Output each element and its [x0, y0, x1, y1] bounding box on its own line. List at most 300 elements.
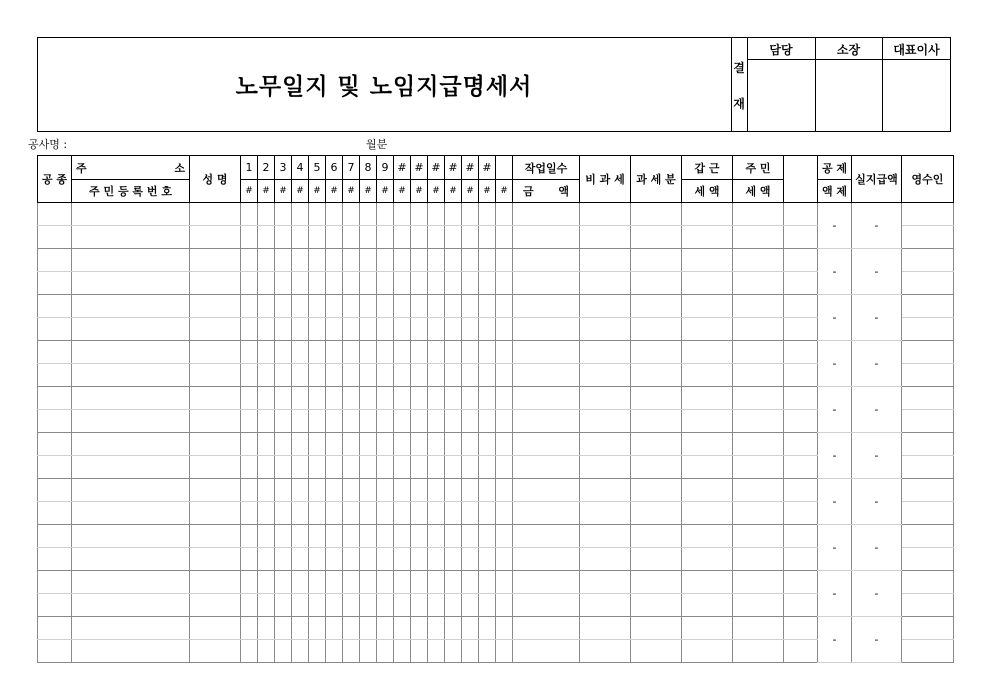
table-cell[interactable]	[72, 387, 190, 410]
table-cell[interactable]	[733, 272, 784, 295]
table-cell[interactable]	[360, 203, 377, 226]
table-cell[interactable]	[292, 341, 309, 364]
table-cell[interactable]	[902, 640, 954, 663]
table-cell[interactable]	[411, 249, 428, 272]
table-cell[interactable]	[394, 364, 411, 387]
table-cell[interactable]	[258, 433, 275, 456]
table-cell[interactable]	[292, 295, 309, 318]
table-cell[interactable]	[360, 571, 377, 594]
table-cell[interactable]	[72, 203, 190, 226]
table-cell[interactable]	[394, 272, 411, 295]
table-cell[interactable]	[479, 548, 496, 571]
table-cell[interactable]	[258, 617, 275, 640]
table-cell[interactable]	[309, 502, 326, 525]
table-cell[interactable]	[513, 433, 580, 456]
table-cell[interactable]	[241, 341, 258, 364]
table-cell[interactable]	[394, 594, 411, 617]
table-cell[interactable]	[682, 571, 733, 594]
table-cell[interactable]	[309, 249, 326, 272]
table-cell[interactable]	[580, 456, 631, 479]
table-cell[interactable]	[580, 433, 631, 456]
table-cell[interactable]	[462, 433, 479, 456]
table-cell[interactable]	[733, 226, 784, 249]
table-cell[interactable]	[428, 410, 445, 433]
table-cell[interactable]	[292, 479, 309, 502]
table-cell[interactable]	[377, 525, 394, 548]
table-cell[interactable]	[496, 433, 513, 456]
table-cell[interactable]	[190, 226, 241, 249]
table-cell[interactable]	[428, 594, 445, 617]
table-cell[interactable]	[445, 249, 462, 272]
table-cell[interactable]	[309, 203, 326, 226]
table-cell[interactable]	[733, 502, 784, 525]
table-cell[interactable]	[445, 617, 462, 640]
table-cell[interactable]	[513, 410, 580, 433]
table-cell[interactable]	[513, 548, 580, 571]
table-cell[interactable]	[241, 456, 258, 479]
table-cell[interactable]	[326, 479, 343, 502]
table-cell[interactable]	[72, 318, 190, 341]
table-cell[interactable]	[479, 318, 496, 341]
table-cell[interactable]	[733, 479, 784, 502]
table-cell[interactable]	[326, 364, 343, 387]
table-cell[interactable]	[428, 203, 445, 226]
table-cell[interactable]	[462, 203, 479, 226]
table-cell[interactable]	[343, 525, 360, 548]
table-cell[interactable]	[631, 341, 682, 364]
table-cell[interactable]	[258, 249, 275, 272]
table-cell[interactable]	[496, 640, 513, 663]
table-cell[interactable]	[309, 617, 326, 640]
table-cell[interactable]	[72, 226, 190, 249]
table-cell[interactable]	[343, 617, 360, 640]
table-cell[interactable]	[496, 387, 513, 410]
table-cell[interactable]	[292, 203, 309, 226]
table-cell[interactable]	[682, 341, 733, 364]
table-cell[interactable]	[462, 640, 479, 663]
table-cell[interactable]	[38, 295, 72, 318]
table-cell[interactable]	[428, 617, 445, 640]
table-cell[interactable]	[902, 341, 954, 364]
table-cell[interactable]	[241, 594, 258, 617]
table-cell[interactable]	[733, 617, 784, 640]
table-cell[interactable]	[733, 295, 784, 318]
table-cell[interactable]	[479, 571, 496, 594]
table-cell[interactable]	[784, 272, 818, 295]
table-cell[interactable]	[275, 433, 292, 456]
table-cell[interactable]	[479, 502, 496, 525]
table-cell[interactable]	[631, 318, 682, 341]
table-cell[interactable]	[292, 387, 309, 410]
table-cell[interactable]	[682, 617, 733, 640]
table-cell[interactable]	[72, 272, 190, 295]
table-cell[interactable]	[292, 571, 309, 594]
table-cell[interactable]	[631, 295, 682, 318]
table-cell[interactable]	[38, 249, 72, 272]
table-cell[interactable]	[343, 479, 360, 502]
table-cell[interactable]	[258, 548, 275, 571]
table-cell[interactable]	[360, 410, 377, 433]
table-cell[interactable]	[309, 410, 326, 433]
table-cell[interactable]	[580, 594, 631, 617]
table-cell[interactable]	[292, 640, 309, 663]
table-cell[interactable]	[394, 410, 411, 433]
table-cell[interactable]	[72, 617, 190, 640]
table-cell[interactable]	[360, 226, 377, 249]
table-cell[interactable]	[241, 249, 258, 272]
table-cell[interactable]	[258, 479, 275, 502]
table-cell[interactable]	[292, 272, 309, 295]
table-cell[interactable]	[513, 640, 580, 663]
table-cell[interactable]	[377, 479, 394, 502]
table-cell[interactable]	[292, 433, 309, 456]
table-cell[interactable]	[902, 272, 954, 295]
table-cell[interactable]	[496, 525, 513, 548]
table-cell[interactable]	[326, 387, 343, 410]
table-cell[interactable]	[258, 226, 275, 249]
table-cell[interactable]	[784, 571, 818, 594]
table-cell[interactable]	[275, 410, 292, 433]
table-cell[interactable]	[496, 272, 513, 295]
table-cell[interactable]	[377, 640, 394, 663]
table-cell[interactable]	[682, 318, 733, 341]
table-cell[interactable]	[428, 479, 445, 502]
table-cell[interactable]	[631, 364, 682, 387]
table-cell[interactable]	[462, 548, 479, 571]
table-cell[interactable]	[513, 249, 580, 272]
table-cell[interactable]	[902, 410, 954, 433]
table-cell[interactable]	[513, 318, 580, 341]
table-cell[interactable]	[190, 318, 241, 341]
table-cell[interactable]	[360, 456, 377, 479]
table-cell[interactable]	[631, 525, 682, 548]
table-cell[interactable]	[411, 272, 428, 295]
table-cell[interactable]	[682, 594, 733, 617]
table-cell[interactable]	[631, 456, 682, 479]
table-cell[interactable]	[580, 387, 631, 410]
table-cell[interactable]	[462, 479, 479, 502]
table-cell[interactable]	[631, 433, 682, 456]
table-cell[interactable]	[631, 502, 682, 525]
table-cell[interactable]	[411, 295, 428, 318]
table-cell[interactable]	[462, 272, 479, 295]
table-cell[interactable]	[360, 364, 377, 387]
table-cell[interactable]	[411, 525, 428, 548]
table-cell[interactable]	[462, 456, 479, 479]
table-cell[interactable]	[513, 456, 580, 479]
table-cell[interactable]	[580, 548, 631, 571]
table-cell[interactable]	[394, 341, 411, 364]
table-cell[interactable]	[411, 617, 428, 640]
table-cell[interactable]	[784, 594, 818, 617]
table-cell[interactable]	[496, 410, 513, 433]
table-cell[interactable]	[682, 456, 733, 479]
table-cell[interactable]	[275, 295, 292, 318]
table-cell[interactable]	[72, 295, 190, 318]
table-cell[interactable]	[682, 364, 733, 387]
table-cell[interactable]	[902, 387, 954, 410]
table-cell[interactable]	[682, 226, 733, 249]
table-cell[interactable]	[241, 548, 258, 571]
table-cell[interactable]	[580, 571, 631, 594]
table-cell[interactable]	[190, 272, 241, 295]
table-cell[interactable]	[72, 640, 190, 663]
table-cell[interactable]	[360, 548, 377, 571]
table-cell[interactable]	[902, 433, 954, 456]
table-cell[interactable]	[462, 249, 479, 272]
table-cell[interactable]	[733, 548, 784, 571]
table-cell[interactable]	[580, 341, 631, 364]
table-cell[interactable]	[377, 571, 394, 594]
table-cell[interactable]	[445, 594, 462, 617]
table-cell[interactable]	[377, 272, 394, 295]
table-cell[interactable]	[275, 617, 292, 640]
table-cell[interactable]	[309, 341, 326, 364]
table-cell[interactable]	[394, 502, 411, 525]
table-cell[interactable]	[241, 502, 258, 525]
table-cell[interactable]	[479, 456, 496, 479]
table-cell[interactable]	[682, 479, 733, 502]
table-cell[interactable]	[377, 341, 394, 364]
table-cell[interactable]	[343, 272, 360, 295]
table-cell[interactable]	[275, 479, 292, 502]
table-cell[interactable]	[38, 226, 72, 249]
table-cell[interactable]	[496, 226, 513, 249]
table-cell[interactable]	[275, 226, 292, 249]
table-cell[interactable]	[190, 341, 241, 364]
table-cell[interactable]	[309, 226, 326, 249]
table-cell[interactable]	[38, 640, 72, 663]
table-cell[interactable]	[309, 387, 326, 410]
table-cell[interactable]	[190, 456, 241, 479]
table-cell[interactable]	[38, 433, 72, 456]
table-cell[interactable]	[580, 525, 631, 548]
table-cell[interactable]	[496, 594, 513, 617]
table-cell[interactable]	[631, 617, 682, 640]
table-cell[interactable]	[496, 341, 513, 364]
table-cell[interactable]	[241, 640, 258, 663]
table-cell[interactable]	[411, 387, 428, 410]
table-cell[interactable]	[513, 295, 580, 318]
table-cell[interactable]	[631, 410, 682, 433]
table-cell[interactable]	[462, 318, 479, 341]
table-cell[interactable]	[241, 410, 258, 433]
table-cell[interactable]	[479, 640, 496, 663]
table-cell[interactable]	[411, 640, 428, 663]
table-cell[interactable]	[496, 456, 513, 479]
table-cell[interactable]	[733, 249, 784, 272]
table-cell[interactable]	[428, 548, 445, 571]
table-cell[interactable]	[513, 502, 580, 525]
table-cell[interactable]	[275, 249, 292, 272]
table-cell[interactable]	[682, 387, 733, 410]
table-cell[interactable]	[377, 617, 394, 640]
table-cell[interactable]	[241, 364, 258, 387]
table-cell[interactable]	[292, 226, 309, 249]
table-cell[interactable]	[580, 617, 631, 640]
table-cell[interactable]	[513, 571, 580, 594]
table-cell[interactable]	[275, 456, 292, 479]
table-cell[interactable]	[411, 364, 428, 387]
table-cell[interactable]	[258, 364, 275, 387]
table-cell[interactable]	[326, 640, 343, 663]
table-cell[interactable]	[445, 295, 462, 318]
table-cell[interactable]	[513, 479, 580, 502]
table-cell[interactable]	[445, 318, 462, 341]
table-cell[interactable]	[479, 617, 496, 640]
table-cell[interactable]	[411, 410, 428, 433]
table-cell[interactable]	[445, 456, 462, 479]
table-cell[interactable]	[445, 640, 462, 663]
table-cell[interactable]	[902, 548, 954, 571]
table-cell[interactable]	[241, 617, 258, 640]
table-cell[interactable]	[445, 479, 462, 502]
table-cell[interactable]	[275, 525, 292, 548]
table-cell[interactable]	[326, 318, 343, 341]
table-cell[interactable]	[190, 479, 241, 502]
table-cell[interactable]	[292, 548, 309, 571]
table-cell[interactable]	[428, 226, 445, 249]
table-cell[interactable]	[462, 571, 479, 594]
table-cell[interactable]	[784, 318, 818, 341]
table-cell[interactable]	[343, 594, 360, 617]
table-cell[interactable]	[513, 341, 580, 364]
table-cell[interactable]	[733, 640, 784, 663]
table-cell[interactable]	[445, 226, 462, 249]
table-cell[interactable]	[513, 203, 580, 226]
table-cell[interactable]	[309, 364, 326, 387]
table-cell[interactable]	[343, 226, 360, 249]
table-cell[interactable]	[411, 318, 428, 341]
table-cell[interactable]	[394, 387, 411, 410]
table-cell[interactable]	[360, 479, 377, 502]
table-cell[interactable]	[258, 387, 275, 410]
table-cell[interactable]	[326, 617, 343, 640]
table-cell[interactable]	[241, 571, 258, 594]
table-cell[interactable]	[428, 341, 445, 364]
table-cell[interactable]	[462, 226, 479, 249]
table-cell[interactable]	[377, 502, 394, 525]
table-cell[interactable]	[326, 203, 343, 226]
table-cell[interactable]	[411, 571, 428, 594]
table-cell[interactable]	[258, 640, 275, 663]
table-cell[interactable]	[784, 640, 818, 663]
table-cell[interactable]	[292, 410, 309, 433]
table-cell[interactable]	[343, 341, 360, 364]
table-cell[interactable]	[902, 571, 954, 594]
table-cell[interactable]	[513, 226, 580, 249]
table-cell[interactable]	[902, 295, 954, 318]
table-cell[interactable]	[292, 525, 309, 548]
table-cell[interactable]	[190, 640, 241, 663]
table-cell[interactable]	[377, 318, 394, 341]
table-cell[interactable]	[496, 479, 513, 502]
table-cell[interactable]	[343, 249, 360, 272]
table-cell[interactable]	[309, 594, 326, 617]
table-cell[interactable]	[784, 617, 818, 640]
table-cell[interactable]	[580, 203, 631, 226]
table-cell[interactable]	[38, 341, 72, 364]
table-cell[interactable]	[292, 594, 309, 617]
table-cell[interactable]	[292, 617, 309, 640]
table-cell[interactable]	[580, 249, 631, 272]
table-cell[interactable]	[292, 502, 309, 525]
table-cell[interactable]	[733, 456, 784, 479]
table-cell[interactable]	[462, 502, 479, 525]
table-cell[interactable]	[784, 249, 818, 272]
table-cell[interactable]	[631, 548, 682, 571]
table-cell[interactable]	[513, 525, 580, 548]
table-cell[interactable]	[241, 295, 258, 318]
table-cell[interactable]	[428, 502, 445, 525]
table-cell[interactable]	[513, 594, 580, 617]
table-cell[interactable]	[784, 433, 818, 456]
table-cell[interactable]	[479, 341, 496, 364]
table-cell[interactable]	[445, 571, 462, 594]
table-cell[interactable]	[309, 571, 326, 594]
table-cell[interactable]	[479, 387, 496, 410]
table-cell[interactable]	[241, 272, 258, 295]
table-cell[interactable]	[411, 456, 428, 479]
table-cell[interactable]	[784, 410, 818, 433]
table-cell[interactable]	[479, 594, 496, 617]
table-cell[interactable]	[190, 525, 241, 548]
table-cell[interactable]	[38, 502, 72, 525]
table-cell[interactable]	[496, 617, 513, 640]
table-cell[interactable]	[682, 548, 733, 571]
table-cell[interactable]	[631, 272, 682, 295]
table-cell[interactable]	[360, 295, 377, 318]
table-cell[interactable]	[631, 387, 682, 410]
table-cell[interactable]	[72, 548, 190, 571]
table-cell[interactable]	[902, 594, 954, 617]
table-cell[interactable]	[377, 433, 394, 456]
table-cell[interactable]	[275, 571, 292, 594]
table-cell[interactable]	[190, 387, 241, 410]
table-cell[interactable]	[513, 272, 580, 295]
table-cell[interactable]	[258, 341, 275, 364]
table-cell[interactable]	[72, 594, 190, 617]
table-cell[interactable]	[784, 525, 818, 548]
table-cell[interactable]	[394, 548, 411, 571]
table-cell[interactable]	[190, 364, 241, 387]
table-cell[interactable]	[38, 479, 72, 502]
table-cell[interactable]	[241, 525, 258, 548]
table-cell[interactable]	[733, 410, 784, 433]
table-cell[interactable]	[38, 203, 72, 226]
table-cell[interactable]	[326, 548, 343, 571]
table-cell[interactable]	[343, 571, 360, 594]
table-cell[interactable]	[496, 295, 513, 318]
table-cell[interactable]	[241, 226, 258, 249]
table-cell[interactable]	[784, 364, 818, 387]
table-cell[interactable]	[428, 387, 445, 410]
table-cell[interactable]	[784, 295, 818, 318]
table-cell[interactable]	[479, 410, 496, 433]
table-cell[interactable]	[275, 272, 292, 295]
table-cell[interactable]	[462, 525, 479, 548]
table-cell[interactable]	[326, 456, 343, 479]
table-cell[interactable]	[411, 341, 428, 364]
table-cell[interactable]	[275, 341, 292, 364]
table-cell[interactable]	[682, 410, 733, 433]
table-cell[interactable]	[275, 203, 292, 226]
table-cell[interactable]	[258, 456, 275, 479]
table-cell[interactable]	[580, 226, 631, 249]
table-cell[interactable]	[377, 364, 394, 387]
table-cell[interactable]	[902, 617, 954, 640]
table-cell[interactable]	[733, 364, 784, 387]
